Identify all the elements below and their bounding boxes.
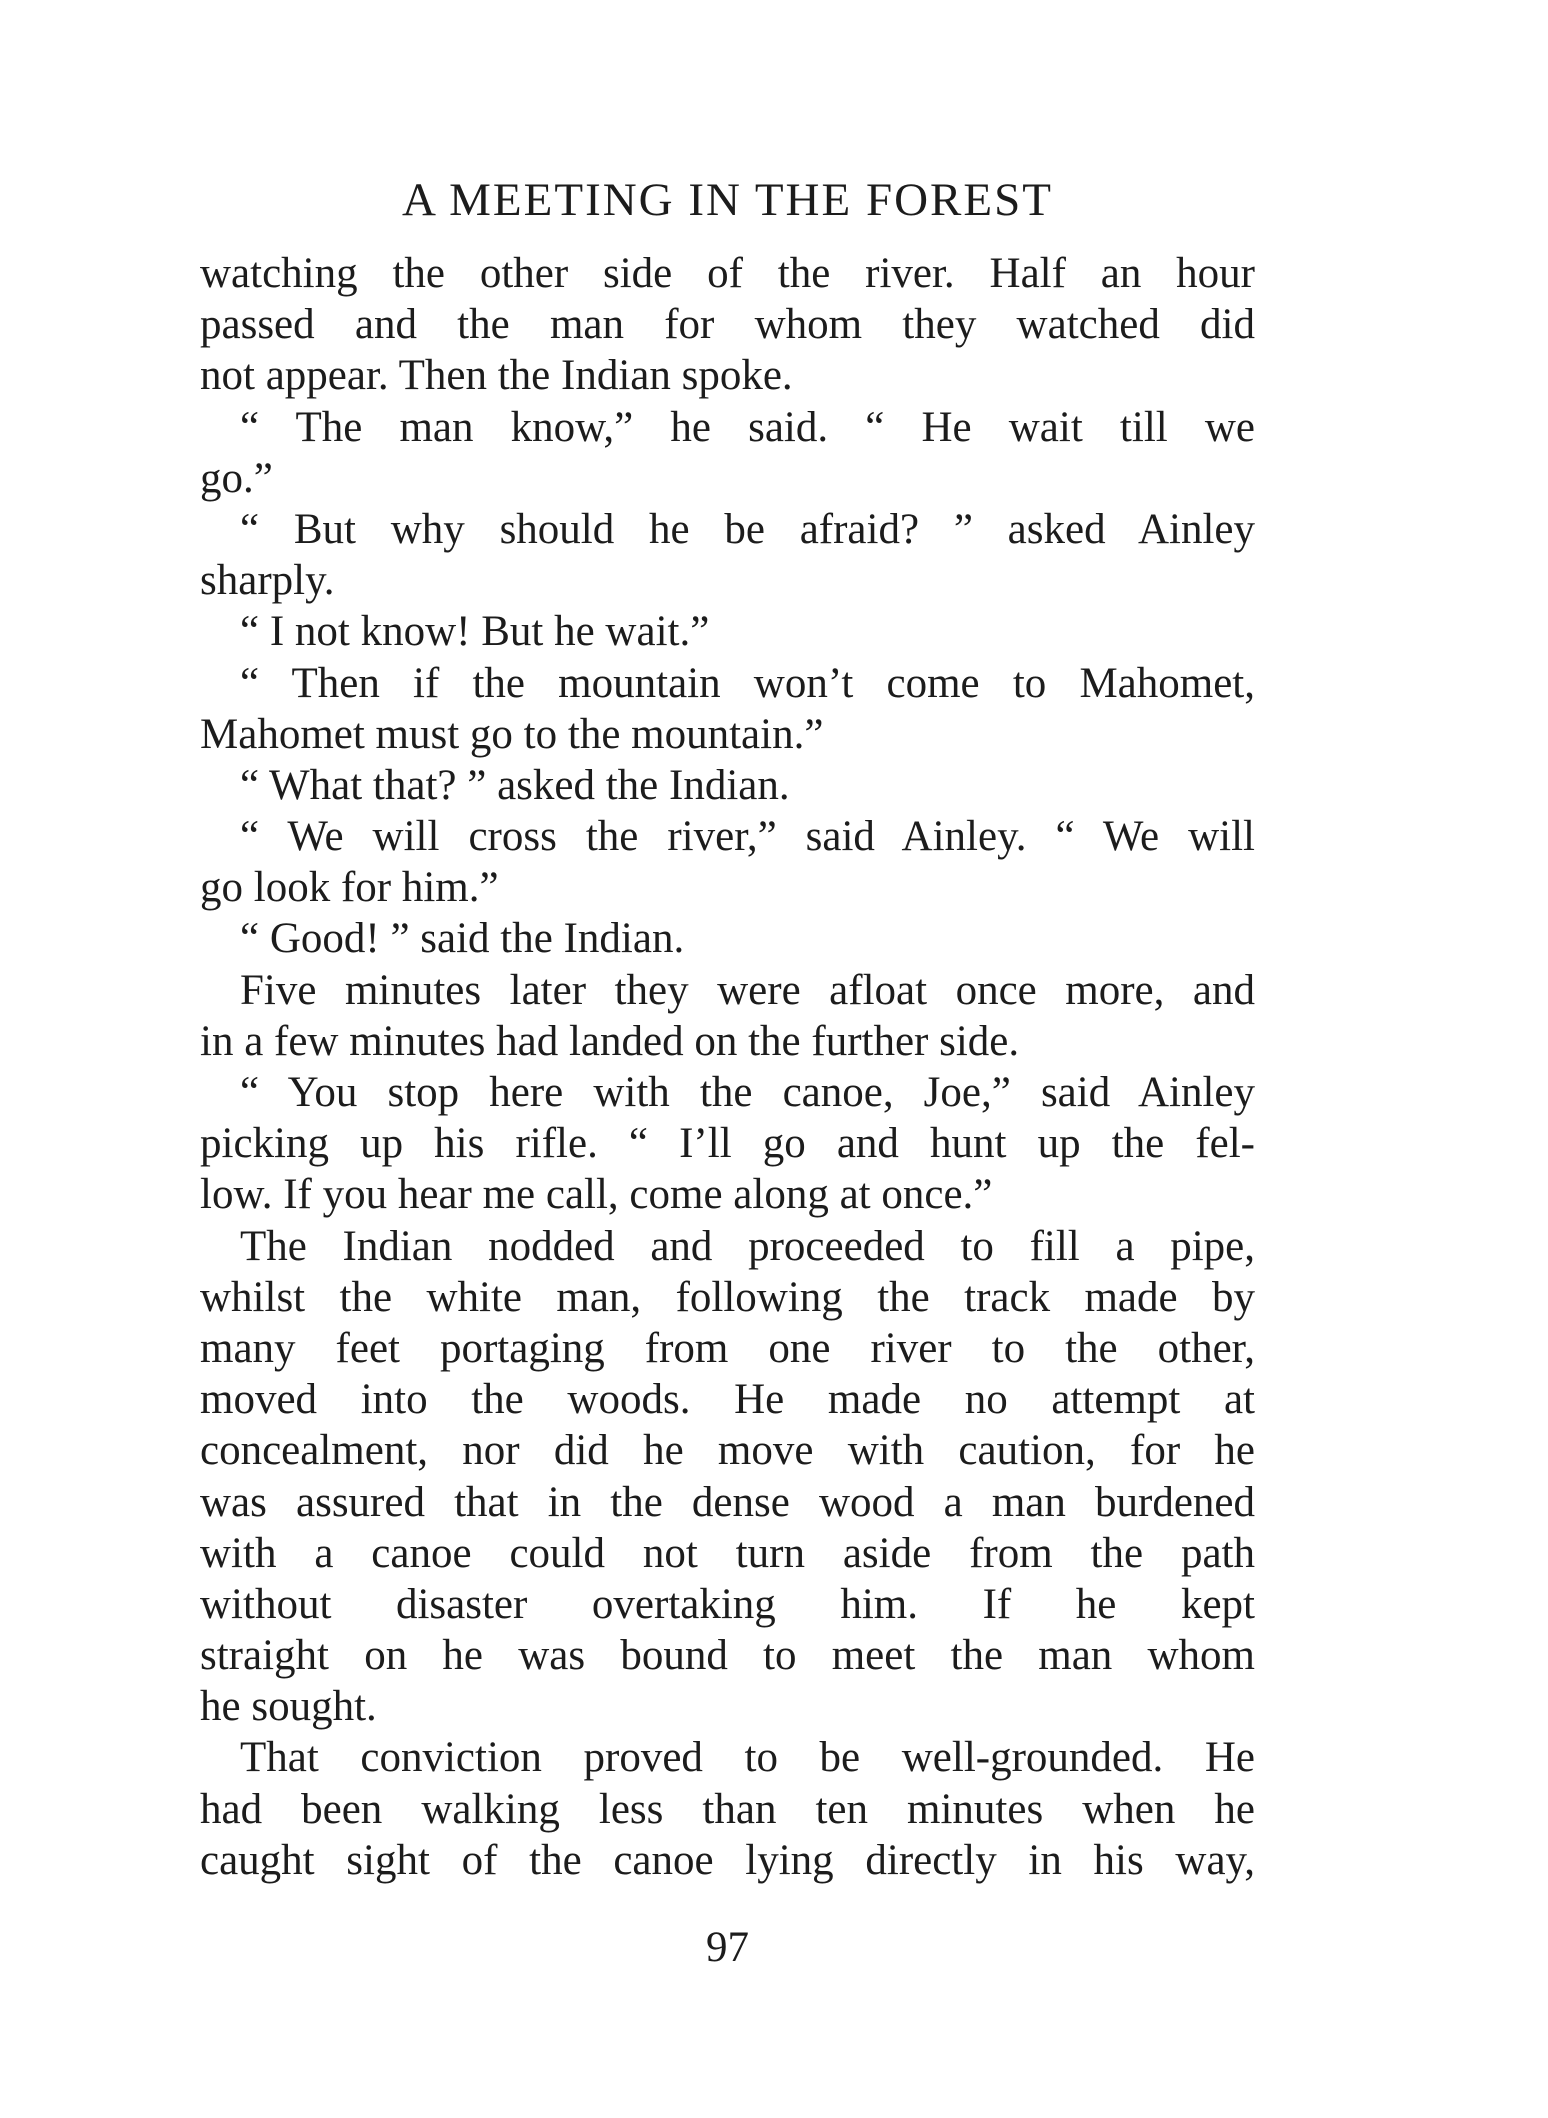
text-line: moved into the woods. He made no attempt at (200, 1376, 1255, 1424)
text-line: “ The man know,” he said. “ He wait till we (240, 403, 1255, 451)
text-line: not appear. Then the Indian spoke. (200, 352, 793, 400)
running-head: A MEETING IN THE FOREST (402, 174, 1053, 226)
text-line: with a canoe could not turn aside from the path (200, 1529, 1255, 1577)
page-number: 97 (706, 1924, 749, 1971)
text-line: “ Good! ” said the Indian. (240, 915, 685, 963)
text-line: “ But why should he be afraid? ” asked Ainley (240, 505, 1255, 553)
text-line: sharply. (200, 557, 335, 605)
text-line: That conviction proved to be well-grounded. He (240, 1734, 1255, 1782)
text-line: concealment, nor did he move with caution, for he (200, 1427, 1255, 1475)
text-line: watching the other side of the river. Half an hour (200, 250, 1255, 297)
text-line: straight on he was bound to meet the man whom (200, 1632, 1255, 1680)
body-text (200, 248, 1255, 1886)
text-line: had been walking less than ten minutes when he (200, 1785, 1255, 1833)
text-line: caught sight of the canoe lying directly in his way, (200, 1836, 1255, 1884)
text-line: Mahomet must go to the mountain.” (200, 710, 824, 758)
text-line: whilst the white man, following the track made by (200, 1273, 1255, 1321)
text-line: “ Then if the mountain won’t come to Mahomet, (240, 659, 1255, 707)
text-line: without disaster overtaking him. If he kept (200, 1580, 1255, 1628)
text-line: “ You stop here with the canoe, Joe,” said Ainley (240, 1069, 1255, 1116)
text-line: “ What that? ” asked the Indian. (240, 761, 790, 809)
text-line: “ We will cross the river,” said Ainley. “ We will (240, 813, 1255, 861)
text-line: “ I not know! But he wait.” (240, 608, 710, 656)
text-line: picking up his rifle. “ I’ll go and hunt up the fel- (200, 1120, 1255, 1168)
text-line: Five minutes later they were afloat once more, and (240, 966, 1255, 1014)
text-line: passed and the man for whom they watched did (200, 301, 1255, 349)
text-line: many feet portaging from one river to the other, (200, 1324, 1255, 1372)
text-line: The Indian nodded and proceeded to fill a pipe, (240, 1222, 1255, 1270)
text-line: go look for him.” (200, 864, 499, 912)
text-line: he sought. (200, 1683, 377, 1731)
text-line: in a few minutes had landed on the further side. (200, 1017, 1020, 1065)
text-line: low. If you hear me call, come along at once.” (200, 1171, 993, 1219)
text-line: go.” (200, 454, 273, 502)
text-line: was assured that in the dense wood a man burdened (200, 1478, 1255, 1526)
